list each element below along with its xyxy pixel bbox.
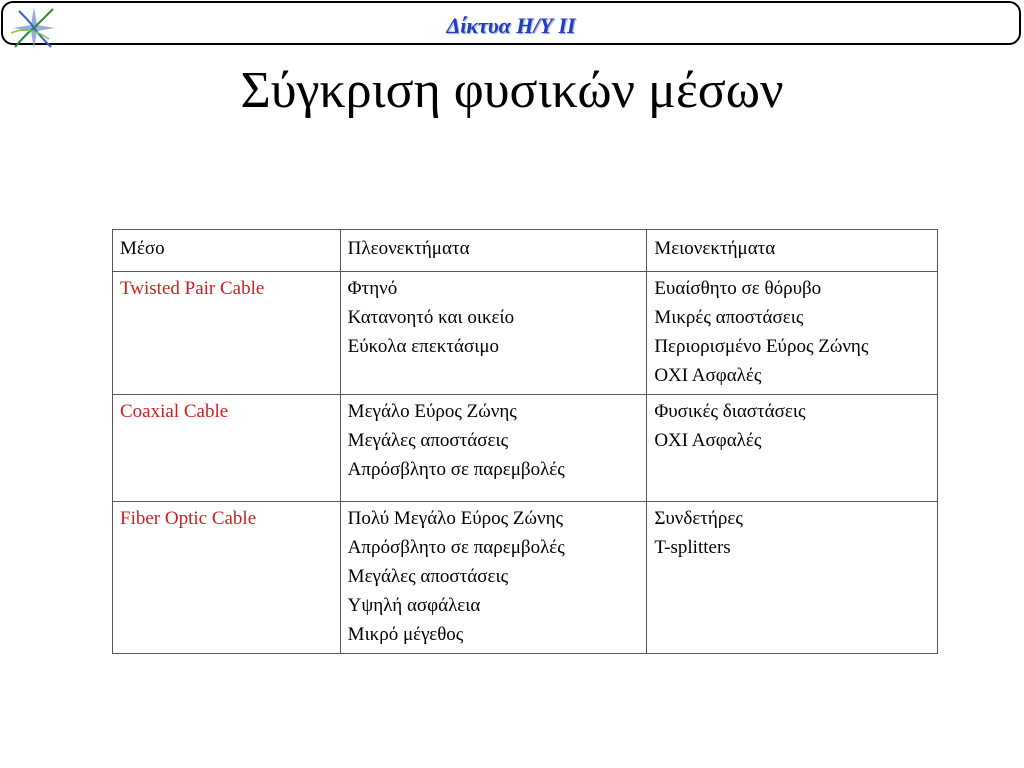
- header-cell-disadvantages: Μειονεκτήματα: [647, 230, 938, 272]
- advantage-item: Απρόσβλητο σε παρεμβολές: [347, 537, 565, 558]
- advantage-item: Μεγάλες αποστάσεις: [347, 566, 509, 587]
- advantage-item: Απρόσβλητο σε παρεμβολές: [347, 459, 565, 480]
- medium-name: Twisted Pair Cable: [120, 278, 265, 299]
- advantages-cell: [340, 502, 647, 654]
- medium-cell: [113, 272, 341, 395]
- advantage-item: Υψηλή ασφάλεια: [347, 595, 481, 616]
- disadvantages-cell: [647, 272, 938, 395]
- table-row: [113, 502, 938, 654]
- advantages-cell: [340, 395, 647, 502]
- medium-cell: [113, 502, 341, 654]
- medium-name: Coaxial Cable: [120, 401, 229, 422]
- medium-name: Fiber Optic Cable: [120, 508, 257, 529]
- header-bar: [1, 1, 1021, 45]
- advantages-cell: [340, 272, 647, 395]
- header-cell-medium: Μέσο: [113, 230, 341, 272]
- disadvantage-item: ΟΧΙ Ασφαλές: [654, 365, 762, 386]
- disadvantage-item: T-splitters: [654, 537, 731, 558]
- advantage-item: Μεγάλο Εύρος Ζώνης: [347, 401, 517, 422]
- table-header-row: [113, 230, 938, 272]
- advantage-item: Εύκολα επεκτάσιμο: [347, 336, 500, 357]
- disadvantage-item: ΟΧΙ Ασφαλές: [654, 430, 762, 451]
- table-row: [113, 272, 938, 395]
- course-title: Δίκτυα Η/Υ ΙΙ: [446, 13, 576, 38]
- advantage-item: Κατανοητό και οικείο: [347, 307, 515, 328]
- slide-title: Σύγκριση φυσικών μέσων: [240, 62, 784, 119]
- table-row: [113, 395, 938, 502]
- disadvantage-item: Ευαίσθητο σε θόρυβο: [654, 278, 822, 299]
- comparison-table: [112, 229, 938, 654]
- disadvantage-item: Συνδετήρες: [654, 508, 743, 529]
- advantage-item: Μικρό μέγεθος: [347, 624, 464, 645]
- advantage-item: Πολύ Μεγάλο Εύρος Ζώνης: [347, 508, 564, 529]
- disadvantage-item: Φυσικές διαστάσεις: [654, 401, 806, 422]
- disadvantages-cell: [647, 395, 938, 502]
- advantage-item: Φτηνό: [347, 278, 398, 299]
- disadvantages-cell: [647, 502, 938, 654]
- disadvantage-item: Μικρές αποστάσεις: [654, 307, 804, 328]
- advantage-item: Μεγάλες αποστάσεις: [347, 430, 509, 451]
- medium-cell: [113, 395, 341, 502]
- disadvantage-item: Περιορισμένο Εύρος Ζώνης: [654, 336, 869, 357]
- header-cell-advantages: Πλεονεκτήματα: [340, 230, 647, 272]
